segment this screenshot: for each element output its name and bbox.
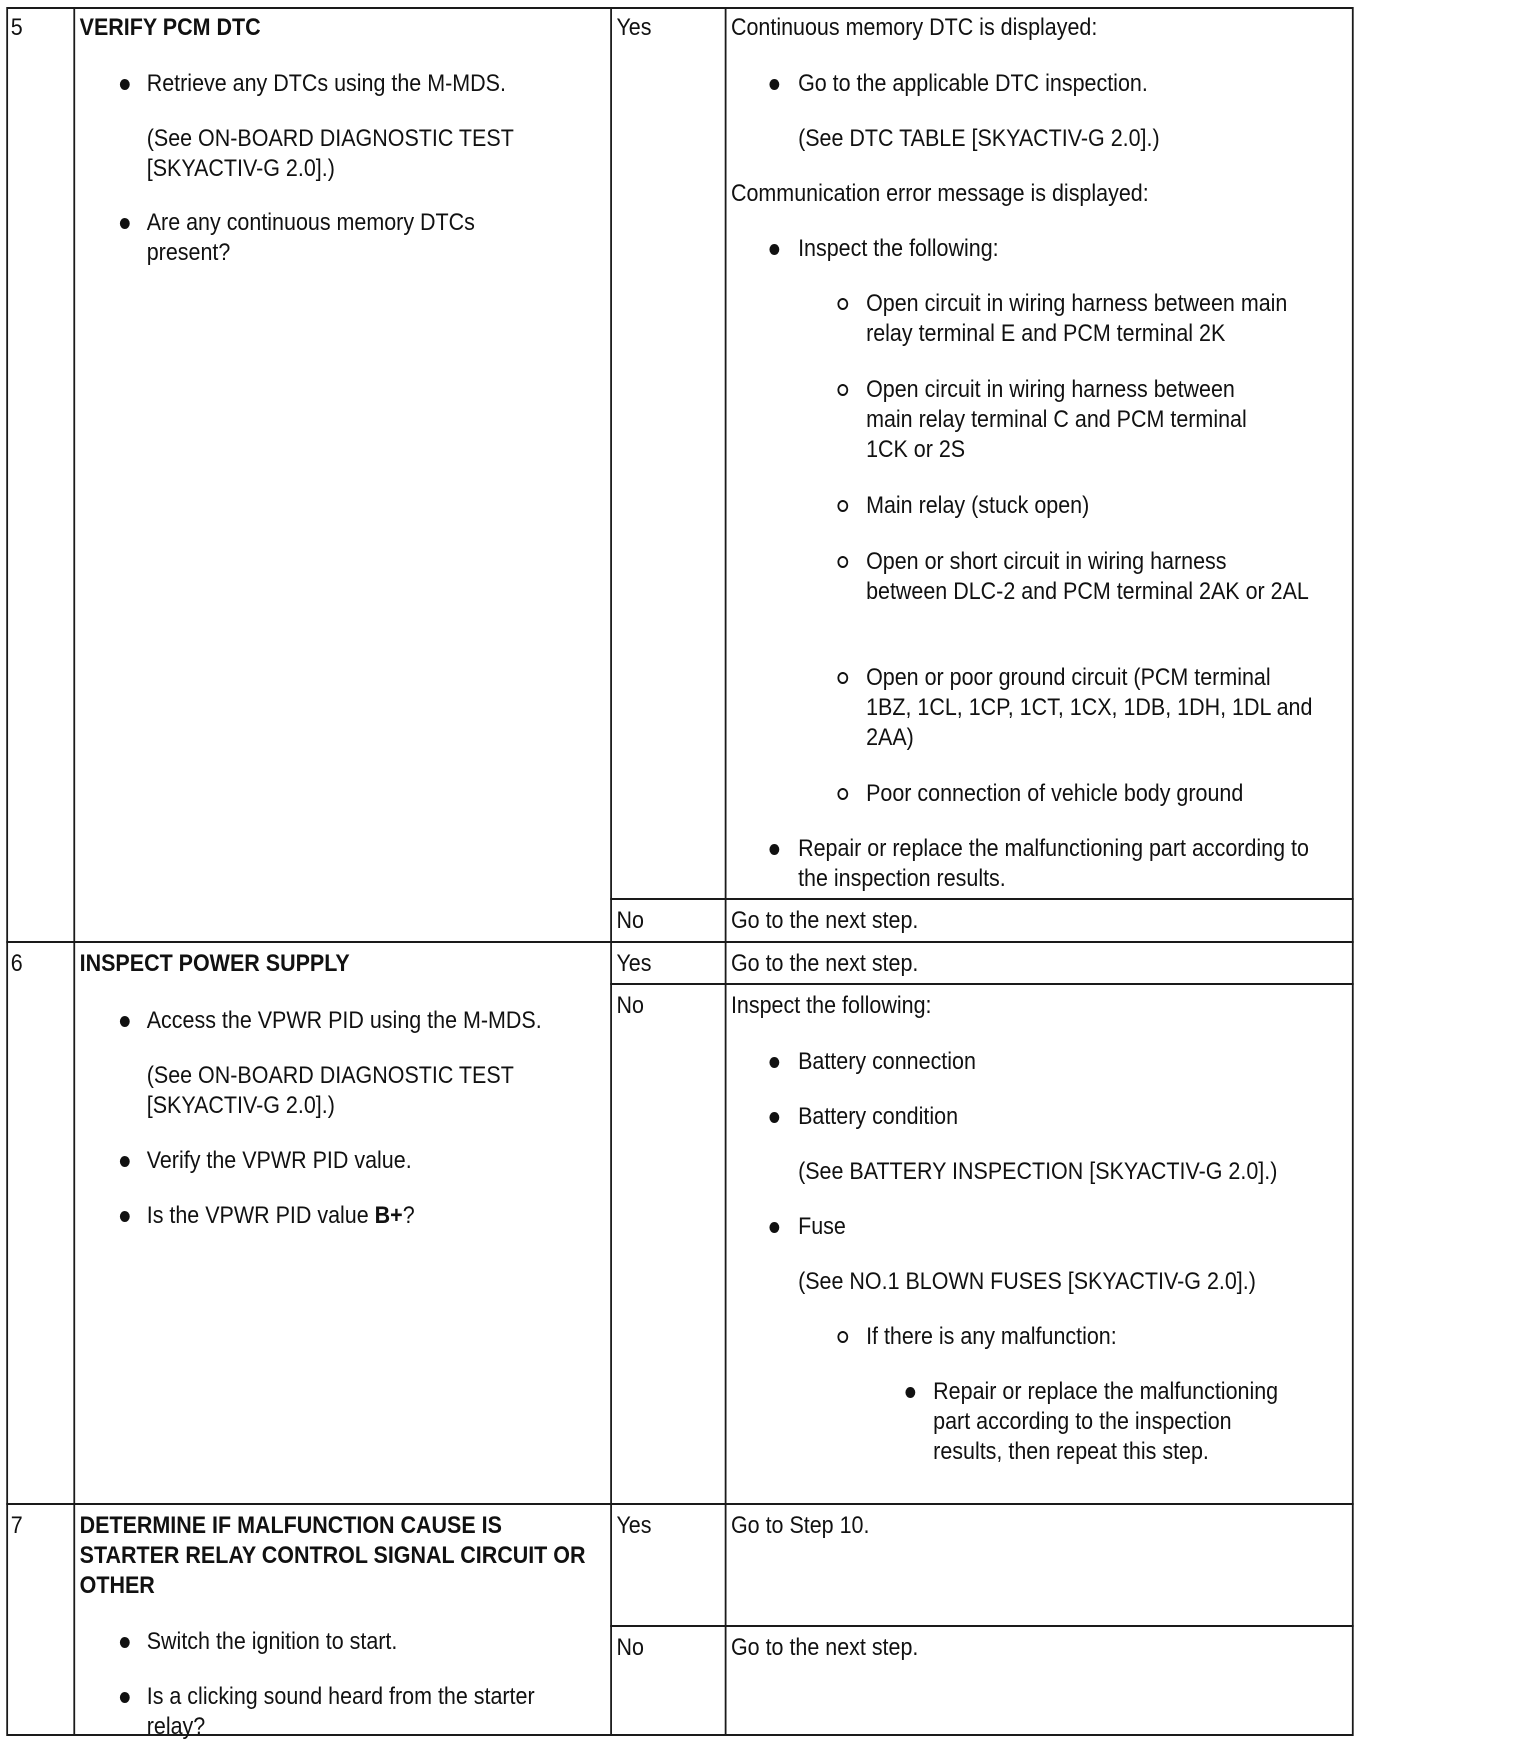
sub-bullet-icon bbox=[837, 500, 848, 512]
yes-label: Yes bbox=[616, 1512, 652, 1539]
result-text: Go to the next step. bbox=[730, 1634, 919, 1661]
step-title: DETERMINE IF MALFUNCTION CAUSE IS STARTER RELAY CONTROL SIGNAL CIRCUIT OR OTHER bbox=[79, 1512, 586, 1599]
bullet-icon bbox=[120, 1211, 130, 1222]
check-item: Open or poor ground circuit (PCM terminal 1BZ, 1CL, 1CP, 1CT, 1CX, 1DB, 1DH, 1DL and 2AA) bbox=[866, 664, 1313, 751]
step-number: 5 bbox=[10, 14, 23, 41]
result-item: Inspect the following: bbox=[798, 235, 999, 262]
no-label: No bbox=[616, 907, 644, 934]
check-item: Main relay (stuck open) bbox=[866, 492, 1090, 519]
column-divider-action bbox=[610, 7, 612, 1736]
result-item: Repair or replace the malfunctioning part according to the inspection results, then repeat this step. bbox=[933, 1378, 1279, 1465]
bullet-icon bbox=[905, 1387, 915, 1398]
result-reference: (See BATTERY INSPECTION [SKYACTIV-G 2.0].) bbox=[798, 1158, 1278, 1185]
result-text: Go to Step 10. bbox=[730, 1512, 870, 1539]
check-item: Open circuit in wiring harness between main relay terminal E and PCM terminal 2K bbox=[866, 290, 1288, 347]
result-item: Fuse bbox=[798, 1213, 846, 1240]
step-number: 7 bbox=[10, 1512, 23, 1539]
result-header: Inspect the following: bbox=[730, 992, 932, 1019]
row-divider-6-7 bbox=[6, 1503, 1353, 1505]
row5-yes-no-divider bbox=[610, 898, 1353, 900]
result-header: Communication error message is displayed: bbox=[730, 180, 1149, 207]
row-divider-5-6 bbox=[6, 941, 1353, 943]
action-item: Retrieve any DTCs using the M-MDS. bbox=[146, 70, 506, 97]
step-title: VERIFY PCM DTC bbox=[79, 14, 261, 41]
bullet-icon bbox=[769, 1057, 779, 1068]
result-reference: (See NO.1 BLOWN FUSES [SKYACTIV-G 2.0].) bbox=[798, 1268, 1256, 1295]
result-text: Go to the next step. bbox=[730, 907, 919, 934]
result-item: If there is any malfunction: bbox=[866, 1323, 1117, 1350]
step-title: INSPECT POWER SUPPLY bbox=[79, 950, 350, 977]
action-item: Verify the VPWR PID value. bbox=[146, 1147, 412, 1174]
column-divider-result bbox=[725, 7, 727, 1736]
action-question: Is a clicking sound heard from the starter relay? bbox=[146, 1683, 535, 1740]
sub-bullet-icon bbox=[837, 556, 848, 568]
bullet-icon bbox=[769, 244, 779, 255]
bullet-icon bbox=[120, 1156, 130, 1167]
question-mark: ? bbox=[402, 1202, 415, 1229]
yes-label: Yes bbox=[616, 14, 652, 41]
bullet-icon bbox=[120, 1016, 130, 1027]
check-item: Poor connection of vehicle body ground bbox=[866, 780, 1244, 807]
bullet-icon bbox=[769, 1112, 779, 1123]
check-item: Open or short circuit in wiring harness between DLC-2 and PCM terminal 2AK or 2AL bbox=[866, 548, 1309, 605]
check-item: Open circuit in wiring harness between main relay terminal C and PCM terminal 1CK or 2S bbox=[866, 376, 1247, 463]
row6-yes-no-divider bbox=[610, 983, 1353, 985]
sub-bullet-icon bbox=[837, 298, 848, 310]
question-value: B+ bbox=[374, 1202, 403, 1229]
no-label: No bbox=[616, 992, 644, 1019]
question-text: Is the VPWR PID value bbox=[146, 1202, 375, 1229]
result-item: Battery condition bbox=[798, 1103, 959, 1130]
bullet-icon bbox=[769, 844, 779, 855]
step-number: 6 bbox=[10, 950, 23, 977]
action-question: Are any continuous memory DTCs present? bbox=[146, 209, 475, 266]
action-reference: (See ON-BOARD DIAGNOSTIC TEST [SKYACTIV-G 2.0].) bbox=[146, 125, 514, 182]
yes-label: Yes bbox=[616, 950, 652, 977]
bullet-icon bbox=[120, 79, 130, 90]
bullet-icon bbox=[120, 1637, 130, 1648]
action-item: Access the VPWR PID using the M-MDS. bbox=[146, 1007, 542, 1034]
action-question bbox=[147, 1201, 415, 1231]
bullet-icon bbox=[120, 1692, 130, 1703]
bullet-icon bbox=[769, 79, 779, 90]
result-text: Go to the next step. bbox=[730, 950, 919, 977]
action-reference: (See ON-BOARD DIAGNOSTIC TEST [SKYACTIV-G 2.0].) bbox=[146, 1062, 514, 1119]
sub-bullet-icon bbox=[837, 384, 848, 396]
row7-yes-no-divider bbox=[610, 1625, 1353, 1627]
result-item: Battery connection bbox=[798, 1048, 976, 1075]
sub-bullet-icon bbox=[837, 672, 848, 684]
no-label: No bbox=[616, 1634, 644, 1661]
result-header: Continuous memory DTC is displayed: bbox=[730, 14, 1098, 41]
bullet-icon bbox=[120, 218, 130, 229]
result-item: Repair or replace the malfunctioning part according to the inspection results. bbox=[798, 835, 1309, 892]
result-reference: (See DTC TABLE [SKYACTIV-G 2.0].) bbox=[798, 125, 1160, 152]
bullet-icon bbox=[769, 1222, 779, 1233]
action-item: Switch the ignition to start. bbox=[146, 1628, 398, 1655]
sub-bullet-icon bbox=[837, 1331, 848, 1343]
result-item: Go to the applicable DTC inspection. bbox=[798, 70, 1148, 97]
column-divider-step bbox=[73, 7, 75, 1736]
sub-bullet-icon bbox=[837, 788, 848, 800]
